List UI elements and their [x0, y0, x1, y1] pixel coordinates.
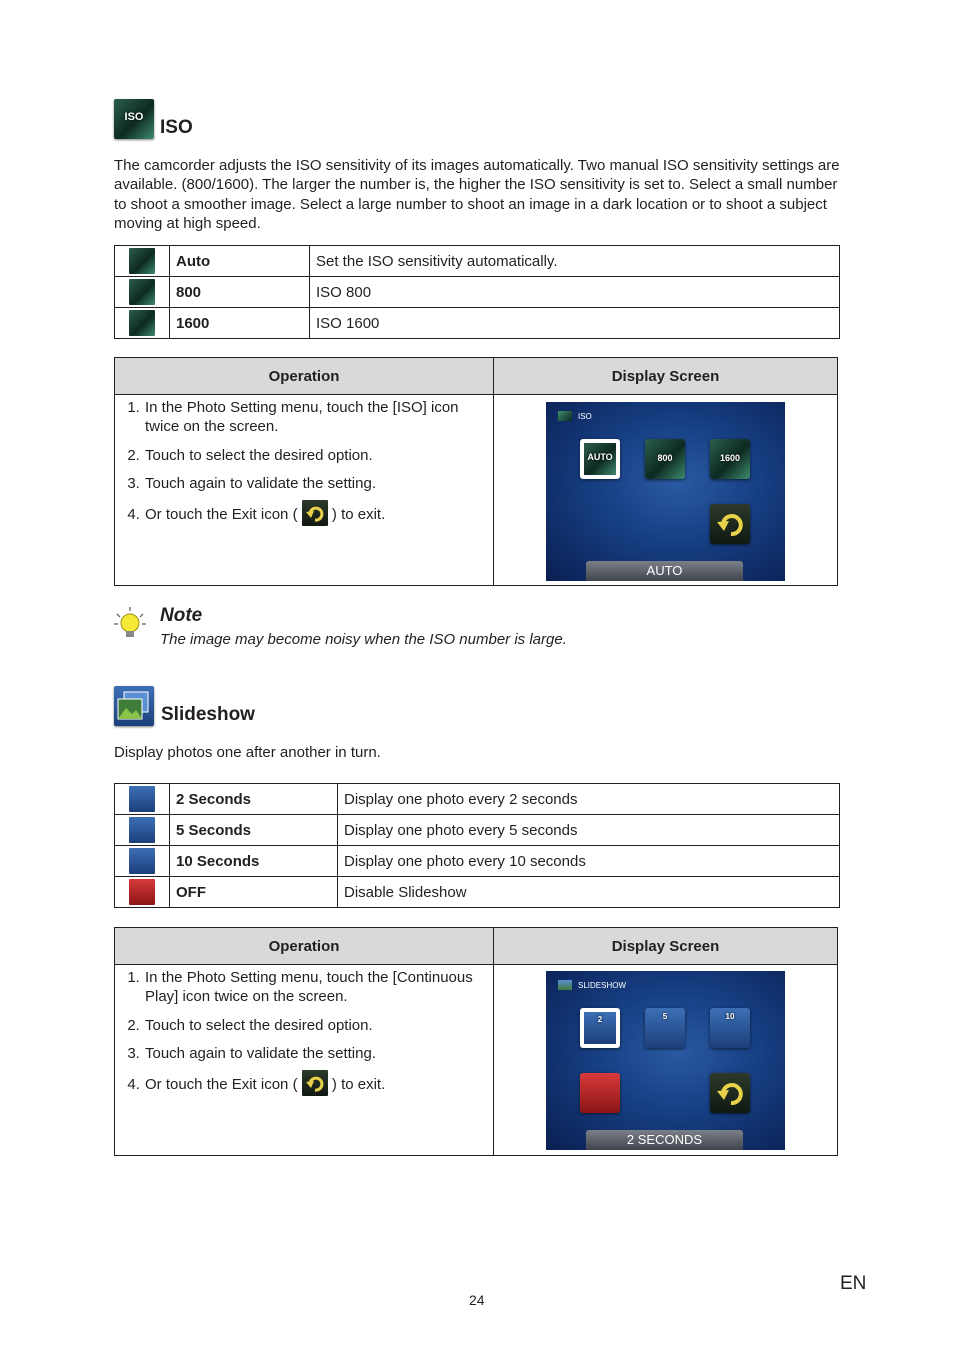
slideshow-5s-icon [129, 817, 155, 843]
exit-icon [302, 1070, 328, 1096]
step: 1. In the Photo Setting menu, touch the [ISO] icon twice on the screen. [144, 398, 485, 437]
step: 3. Touch again to validate the setting. [144, 474, 485, 493]
option-desc: Set the ISO sensitivity automatically. [310, 246, 840, 277]
table-row [115, 784, 840, 815]
iso-small-icon [558, 411, 572, 421]
step: 2. Touch to select the desired option. [144, 1016, 485, 1035]
option-desc: ISO 800 [310, 277, 840, 308]
selected-option-bar: 2 SECONDS [586, 1130, 743, 1150]
page-number: 24 [469, 1292, 485, 1308]
option-desc: ISO 1600 [310, 308, 840, 339]
option-desc: Display one photo every 5 seconds [338, 815, 840, 846]
option-desc: Disable Slideshow [338, 877, 840, 908]
slideshow-small-icon [558, 980, 572, 990]
option-name: 2 Seconds [170, 784, 338, 815]
slideshow-description: Display photos one after another in turn. [114, 744, 381, 761]
iso-1600-icon [129, 310, 155, 336]
operation-header: Operation [115, 928, 494, 965]
option-desc: Display one photo every 10 seconds [338, 846, 840, 877]
iso-1600-icon[interactable]: 1600 [710, 439, 750, 479]
option-name: OFF [170, 877, 338, 908]
table-row [115, 277, 840, 308]
step: 4. Or touch the Exit icon ( ) to exit. [144, 502, 485, 528]
language-label: EN [840, 1273, 867, 1294]
step: 3. Touch again to validate the setting. [144, 1044, 485, 1063]
display-screen-header: Display Screen [494, 928, 838, 965]
slideshow-2s-icon[interactable]: 2 [580, 1008, 620, 1048]
slideshow-10s-icon[interactable]: 10 [710, 1008, 750, 1048]
iso-section-title: ISO [160, 117, 193, 138]
slideshow-2s-icon [129, 786, 155, 812]
slideshow-10s-icon [129, 848, 155, 874]
iso-800-icon [129, 279, 155, 305]
slideshow-off-icon[interactable] [580, 1073, 620, 1113]
table-row [115, 246, 840, 277]
step: 2. Touch to select the desired option. [144, 446, 485, 465]
step: 4. Or touch the Exit icon ( ) to exit. [144, 1072, 485, 1098]
selected-option-bar: AUTO [586, 561, 743, 581]
table-row [115, 846, 840, 877]
iso-section-icon: ISO [114, 99, 154, 139]
exit-icon[interactable] [710, 504, 750, 544]
slideshow-display-screen [546, 971, 785, 1150]
lightbulb-icon [113, 606, 147, 640]
note-text: The image may become noisy when the ISO number is large. [160, 631, 567, 648]
screen-title: SLIDESHOW [578, 981, 627, 990]
operation-header: Operation [115, 358, 494, 395]
slideshow-5s-icon[interactable]: 5 [645, 1008, 685, 1048]
option-name: 5 Seconds [170, 815, 338, 846]
slideshow-section-title: Slideshow [161, 704, 255, 725]
iso-800-icon[interactable]: 800 [645, 439, 685, 479]
iso-display-screen [546, 402, 785, 581]
table-row [115, 877, 840, 908]
iso-options-table [114, 245, 840, 339]
slideshow-options-table [114, 783, 840, 908]
note-title: Note [160, 605, 203, 626]
exit-icon [302, 500, 328, 526]
table-row [115, 308, 840, 339]
operation-steps [115, 395, 493, 528]
exit-icon[interactable] [710, 1073, 750, 1113]
iso-auto-icon[interactable]: AUTO [580, 439, 620, 479]
option-name: 10 Seconds [170, 846, 338, 877]
option-desc: Display one photo every 2 seconds [338, 784, 840, 815]
option-name: 1600 [170, 308, 310, 339]
iso-description: The camcorder adjusts the ISO sensitivity of its images automatically. Two manual ISO sensitivity settings are available. (800/1600). The larger the number is, the higher the ISO sensitivity is set to. Select a small number to shoot a smoother image. Select a large number to shoot an image in a dark location or to shoot a subject moving at high speed. [114, 157, 840, 232]
slideshow-section-icon [114, 686, 154, 726]
table-row [115, 815, 840, 846]
step: 1. In the Photo Setting menu, touch the [Continuous Play] icon twice on the screen. [144, 968, 485, 1007]
operation-steps [115, 965, 493, 1098]
display-screen-header: Display Screen [494, 358, 838, 395]
option-name: 800 [170, 277, 310, 308]
screen-title: ISO [578, 412, 592, 421]
iso-auto-icon [129, 248, 155, 274]
option-name: Auto [170, 246, 310, 277]
slideshow-off-icon [129, 879, 155, 905]
